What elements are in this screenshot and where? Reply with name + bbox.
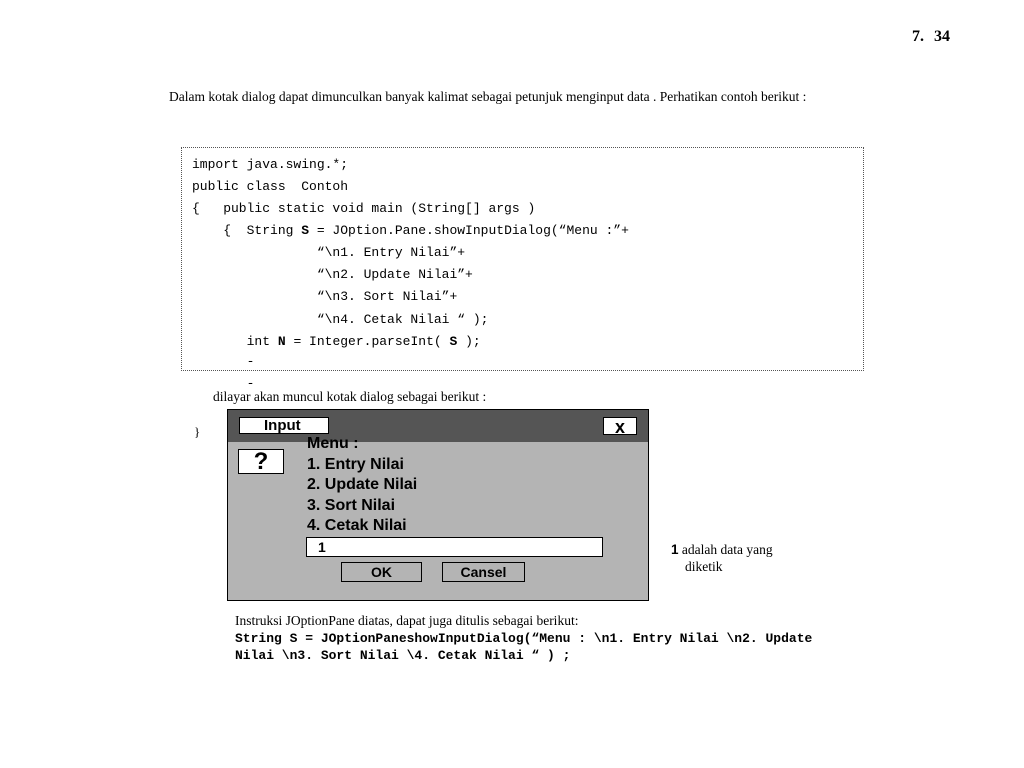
side-note xyxy=(671,541,773,575)
dialog-title: Input xyxy=(239,417,329,434)
menu-line-3: 3. Sort Nilai xyxy=(307,497,396,514)
menu-line-2: 2. Update Nilai xyxy=(307,476,418,493)
dialog-input-field[interactable]: 1 xyxy=(306,537,603,557)
code-var-n: N xyxy=(277,334,286,349)
side-note-text-2: diketik xyxy=(685,559,723,574)
dialog-caption: dilayar akan muncul kotak dialog sebagai berikut : xyxy=(213,389,487,404)
code-line-9 xyxy=(192,334,481,350)
ok-button[interactable]: OK xyxy=(341,562,422,582)
code-line-2: public class Contoh xyxy=(192,179,349,194)
code-line-3: { public static void main (String[] args ) xyxy=(192,201,536,216)
side-note-text: adalah data yang xyxy=(678,542,773,557)
code-line-8: “\n4. Cetak Nilai “ ); xyxy=(192,312,489,327)
intro-paragraph: Dalam kotak dialog dapat dimunculkan banyak kalimat sebagai petunjuk menginput data . Perhatikan contoh berikut : xyxy=(169,89,807,104)
question-icon: ? xyxy=(238,449,284,474)
dialog-title-bar xyxy=(228,410,648,442)
code-line-5: “\n1. Entry Nilai”+ xyxy=(192,245,466,260)
close-button[interactable]: x xyxy=(603,417,637,435)
code-line-10: - xyxy=(192,354,255,369)
instruction-code xyxy=(235,630,875,664)
side-note-number: 1 xyxy=(671,542,679,557)
instruction-code-line-2: Nilai \n3. Sort Nilai \4. Cetak Nilai “ ) ; xyxy=(235,648,571,663)
input-dialog xyxy=(227,409,649,601)
menu-line-4: 4. Cetak Nilai xyxy=(307,517,407,534)
menu-line-1: 1. Entry Nilai xyxy=(307,456,404,473)
instruction-text: Instruksi JOptionPane diatas, dapat juga ditulis sebagai berikut: xyxy=(235,613,579,628)
code-text: ); xyxy=(457,334,481,349)
code-line-6: “\n2. Update Nilai”+ xyxy=(192,267,473,282)
cancel-button[interactable]: Cansel xyxy=(442,562,525,582)
code-line-4 xyxy=(192,223,629,239)
code-text: = Integer.parseInt( xyxy=(285,334,450,349)
page-number: 7. 34 xyxy=(912,28,950,45)
code-var-s: S xyxy=(301,223,310,238)
code-var-s: S xyxy=(449,334,458,349)
code-text: = JOption.Pane.showInputDialog(“Menu :”+ xyxy=(309,223,629,238)
code-line-7: “\n3. Sort Nilai”+ xyxy=(192,289,458,304)
code-text: int xyxy=(192,334,278,349)
code-text: { String xyxy=(192,223,302,238)
closing-brace: } xyxy=(194,424,201,439)
code-line-11: - xyxy=(192,376,255,391)
instruction-code-line-1: String S = JOptionPaneshowInputDialog(“Menu : \n1. Entry Nilai \n2. Update xyxy=(235,631,813,646)
menu-line-title: Menu : xyxy=(307,435,359,452)
code-line-1: import java.swing.*; xyxy=(192,157,349,172)
